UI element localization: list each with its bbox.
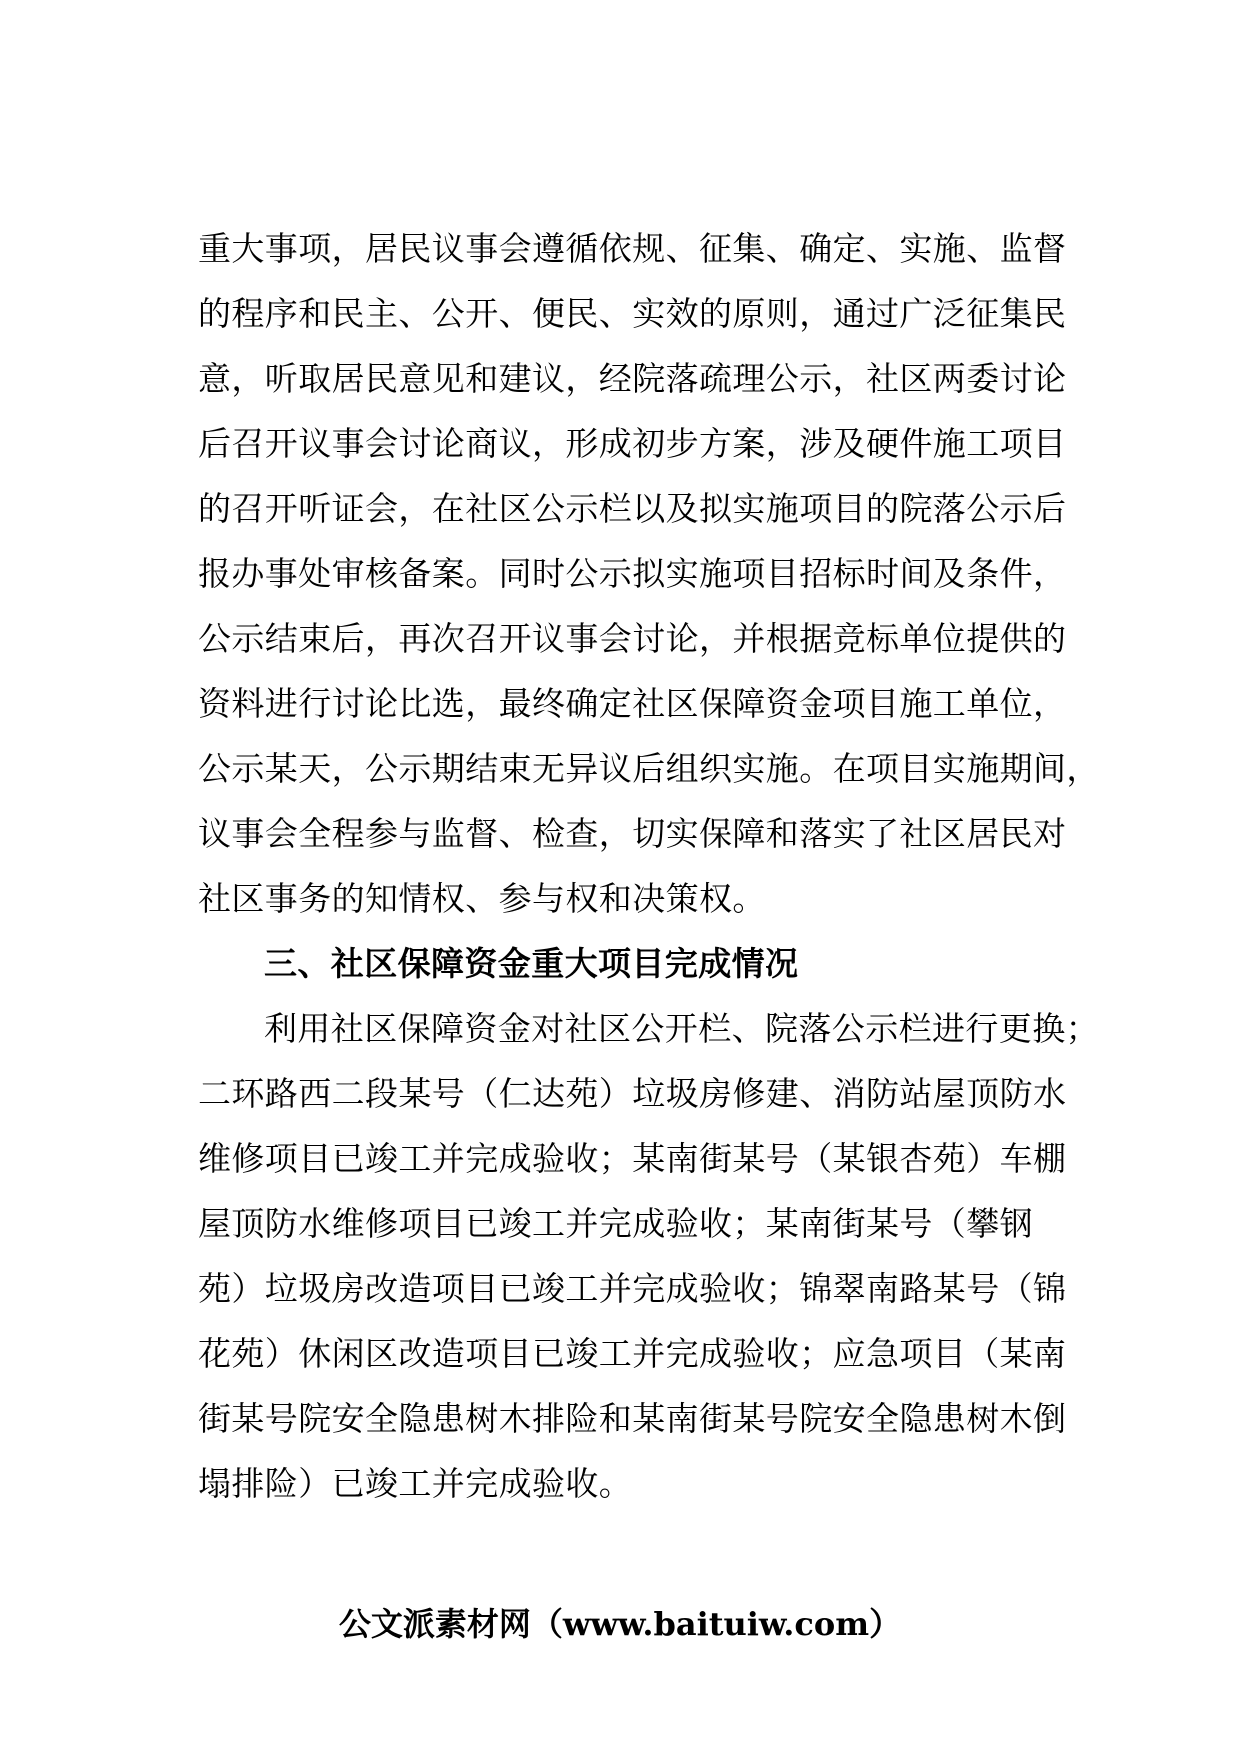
text-line: 的程序和民主、公开、便民、实效的原则，通过广泛征集民	[198, 294, 1067, 333]
section-heading: 三、社区保障资金重大项目完成情况	[264, 944, 799, 983]
text-line: 社区事务的知情权、参与权和决策权。	[198, 879, 766, 918]
text-line: 花苑）休闲区改造项目已竣工并完成验收；应急项目（某南	[198, 1334, 1067, 1373]
text-line: 后召开议事会讨论商议，形成初步方案，涉及硬件施工项目	[198, 424, 1067, 463]
document-body	[198, 216, 1098, 1516]
text-line: 公示结束后，再次召开议事会讨论，并根据竞标单位提供的	[198, 619, 1067, 658]
text-line: 报办事处审核备案。同时公示拟实施项目招标时间及条件，	[198, 554, 1067, 593]
text-line: 的召开听证会，在社区公示栏以及拟实施项目的院落公示后	[198, 489, 1067, 528]
text-line: 重大事项，居民议事会遵循依规、征集、确定、实施、监督	[198, 229, 1067, 268]
text-line: 街某号院安全隐患树木排险和某南街某号院安全隐患树木倒	[198, 1399, 1067, 1438]
text-line: 维修项目已竣工并完成验收；某南街某号（某银杏苑）车棚	[198, 1139, 1067, 1178]
footer-watermark: 公文派素材网（www.baituiw.com）	[338, 1605, 902, 1643]
text-line: 二环路西二段某号（仁达苑）垃圾房修建、消防站屋顶防水	[198, 1074, 1067, 1113]
text-line: 屋顶防水维修项目已竣工并完成验收；某南街某号（攀钢	[198, 1204, 1033, 1243]
text-line: 利用社区保障资金对社区公开栏、院落公示栏进行更换；	[264, 1009, 1099, 1048]
text-line: 塌排险）已竣工并完成验收。	[198, 1464, 633, 1503]
paragraph-1	[198, 216, 1098, 931]
text-line: 议事会全程参与监督、检查，切实保障和落实了社区居民对	[198, 814, 1067, 853]
paragraph-2	[198, 996, 1098, 1516]
text-line: 公示某天，公示期结束无异议后组织实施。在项目实施期间，	[198, 749, 1100, 788]
text-line: 苑）垃圾房改造项目已竣工并完成验收；锦翠南路某号（锦	[198, 1269, 1067, 1308]
text-line: 意，听取居民意见和建议，经院落疏理公示，社区两委讨论	[198, 359, 1067, 398]
text-line: 资料进行讨论比选，最终确定社区保障资金项目施工单位，	[198, 684, 1067, 723]
